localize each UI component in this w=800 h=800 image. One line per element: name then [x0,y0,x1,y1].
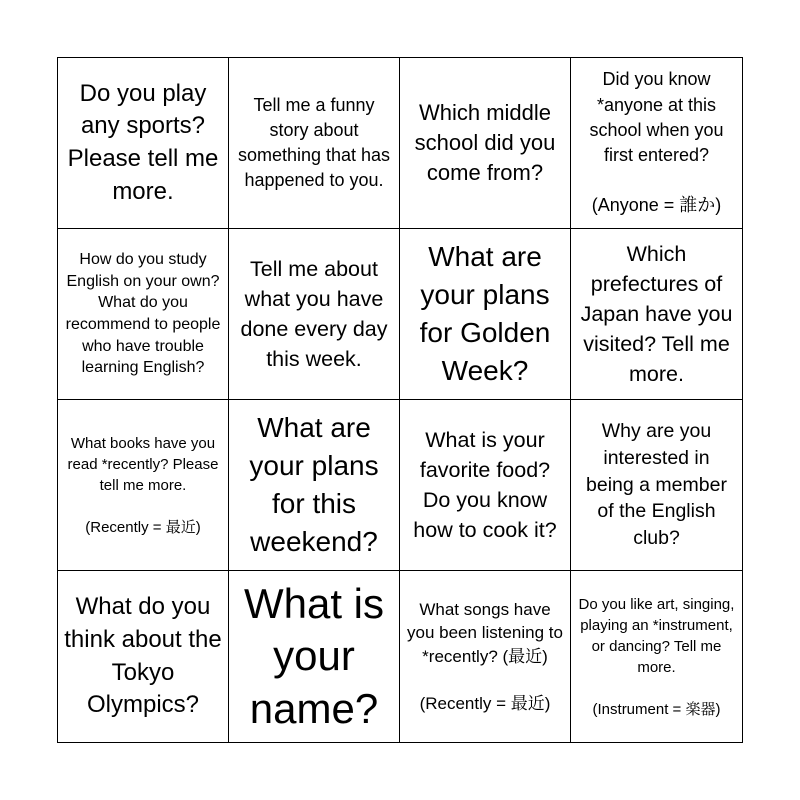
cell-text: Which middle school did you come from? [414,100,556,185]
cell-text: What is your favorite food? Do you know how to cook it? [413,427,557,543]
bingo-cell[interactable] [229,229,400,400]
cell-text: Do you play any sports? Please tell me more. [67,79,219,205]
bingo-cell[interactable] [58,400,229,571]
cell-text: Which prefectures of Japan have you visited? Tell me more. [580,241,733,387]
bingo-cell[interactable] [400,400,571,571]
bingo-cell[interactable] [58,571,229,742]
cell-text: How do you study English on your own? What do you recommend to people who have trouble learning English? [65,251,221,377]
bingo-cell[interactable] [400,571,571,742]
cell-text: Tell me a funny story about something that has happened to you. [237,94,391,191]
cell-text: Tell me about what you have done every day this week. [240,256,388,372]
bingo-cell[interactable] [58,58,229,229]
cell-text: Do you like art, singing, playing an *instrument, or dancing? Tell me more. (Instrument = 楽器) [578,595,735,718]
cell-text: Did you know *anyone at this school when you first entered? (Anyone = 誰か) [589,69,724,216]
bingo-cell[interactable] [571,400,742,571]
bingo-card [57,57,743,743]
cell-text: What are your plans for Golden Week? [419,240,551,387]
bingo-cell[interactable] [229,571,400,742]
bingo-cell[interactable] [400,229,571,400]
cell-text: What are your plans for this weekend? [249,411,379,558]
cell-text: What songs have you been listening to *recently? (最近) (Recently = 最近) [407,599,563,713]
bingo-cell[interactable] [571,571,742,742]
cell-text: Why are you interested in being a member of the English club? [586,419,727,550]
cell-text: What is your name? [243,579,385,732]
bingo-cell[interactable] [400,58,571,229]
bingo-cell[interactable] [58,229,229,400]
bingo-cell[interactable] [571,229,742,400]
cell-text: What books have you read *recently? Please tell me more. (Recently = 最近) [67,434,219,536]
bingo-cell[interactable] [229,58,400,229]
bingo-cell[interactable] [571,58,742,229]
cell-text: What do you think about the Tokyo Olympics? [64,593,222,719]
bingo-cell[interactable] [229,400,400,571]
